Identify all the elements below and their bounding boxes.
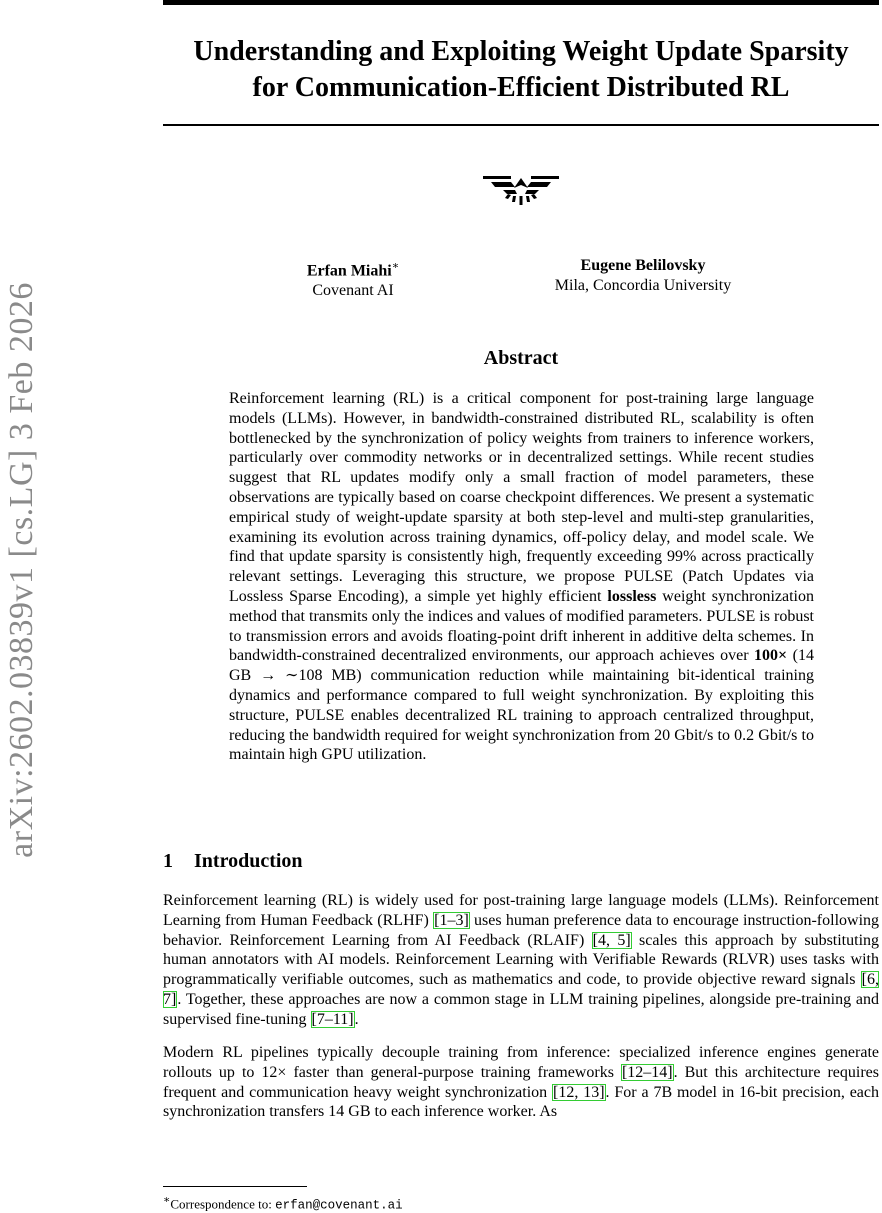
paragraph-text: uses human preference data to encourage instruction-following behavior. Reinforcement Learning from AI Feedback (RLAIF) (163, 911, 880, 949)
abstract-text: weight synchronization method that transmits only the indices and values of modified parameters. PULSE is robust to transmission errors and avoids floating-point drift inherent in additive delta schemes. In bandwidth-constrained decentralized environments, our approach achieves over (229, 587, 814, 665)
section-title: Introduction (194, 850, 303, 872)
paragraph-text: . Together, these approaches are now a common stage in LLM training pipelines, alongside pre-training and supervised fine-tuning (163, 990, 879, 1028)
section-heading (163, 849, 303, 873)
author-affiliation: Covenant AI (312, 282, 394, 300)
footnote-mark: ∗ (163, 1194, 171, 1206)
title-line-1: Understanding and Exploiting Weight Update Sparsity (193, 36, 849, 67)
paragraph-text: . But this architecture requires frequent and communication heavy weight synchronization (163, 1063, 879, 1101)
title-rule (163, 124, 879, 126)
footnote (163, 1192, 403, 1213)
author-block-2 (523, 256, 763, 296)
footnote-text: Correspondence to: (170, 1196, 276, 1212)
citation-link[interactable]: [4, 5] (592, 931, 631, 949)
section-number: 1 (163, 850, 173, 872)
covenant-logo-icon (481, 170, 561, 210)
paper-title (163, 34, 879, 106)
paragraph-text: Modern RL pipelines typically decouple training from inference: specialized inference engines generate rollouts up to 12× faster than general-purpose training frameworks (163, 1044, 879, 1081)
citation-link[interactable]: [12, 13] (553, 1083, 605, 1101)
footnote-rule (163, 1186, 307, 1187)
arxiv-id: arXiv:2602.03839v1 [cs.LG] 3 Feb 2026 (3, 282, 40, 858)
citation-link[interactable]: [12–14] (621, 1063, 673, 1081)
intro-paragraph-1 (163, 891, 879, 1030)
paragraph-text: Reinforcement learning (RL) is widely used for post-training large language models (LLMs). Reinforcement Learning from Human Feedback (RLHF) (163, 892, 879, 929)
intro-paragraph-2 (163, 1043, 879, 1122)
abstract-text: Reinforcement learning (RL) is a critical component for post-training large language models (LLMs). However, in bandwidth-constrained distributed RL, scalability is often bottlenecked by the synchronization of policy weights from trainers to inference workers, particularly over commodity networks or in decentralized settings. While recent studies suggest that RL updates modify only a small fraction of model parameters, these observations are typically based on coarse checkpoint differences. We present a systematic empirical study of weight-update sparsity at both step-level and multi-step granularities, examining its evolution across training dynamics, off-policy delay, and model scale. We find that update sparsity is consistently high, frequently exceeding 99% across practically relevant settings. Leveraging this structure, we propose PULSE (Patch Updates via Lossless Sparse Encoding), a simple yet highly efficient (229, 390, 814, 605)
author-footnote-mark: ∗ (391, 260, 400, 272)
author-name: Eugene Belilovsky (580, 257, 706, 274)
top-rule (163, 0, 879, 5)
author-name: Erfan Miahi (306, 262, 392, 280)
citation-link[interactable]: [6, 7] (163, 971, 879, 1008)
abstract-text: (14 GB → ∼108 MB) communication reduction while maintaining bit-identical training dynamics and performance compared to full weight synchronization. By exploiting this structure, PULSE enables decentralized RL training to approach centralized throughput, reducing the bandwidth required for weight synchronization from 20 Gbit/s to 0.2 Gbit/s to maintain high GPU utilization. (229, 647, 814, 764)
author-block-1 (253, 256, 453, 301)
paragraph-text: . (354, 1010, 359, 1028)
abstract-heading: Abstract (483, 347, 559, 369)
paragraph-text: . For a 7B model in 16-bit precision, each synchronization transfers 14 GB to each inference worker. As (163, 1083, 880, 1121)
abstract-bold: 100× (754, 647, 788, 665)
paragraph-text: scales this approach by substituting human annotators with AI models. Reinforcement Learning with Verifiable Rewards (RLVR) uses tasks with programmatically verifiable outcomes, such as mathematics and code, to provide objective reward signals (163, 931, 880, 989)
abstract-body (229, 389, 814, 765)
arxiv-stamp (0, 260, 44, 880)
abstract-bold: lossless (607, 587, 657, 605)
footnote-email[interactable]: erfan@covenant.ai (275, 1198, 403, 1213)
author-affiliation: Mila, Concordia University (554, 277, 732, 294)
citation-link[interactable]: [1–3] (434, 911, 469, 929)
title-line-2: for Communication-Efficient Distributed RL (252, 72, 790, 103)
citation-link[interactable]: [7–11] (311, 1010, 354, 1028)
